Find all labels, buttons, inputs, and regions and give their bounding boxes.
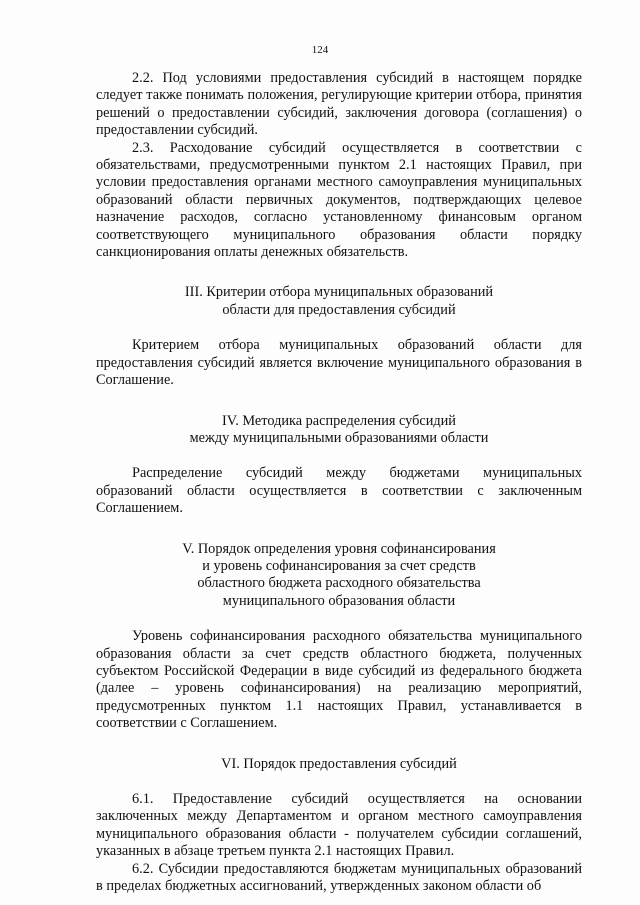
section-3-text: Критерием отбора муниципальных образований области для предоставления субсидий является включение муниципального образования в Соглашение. xyxy=(96,337,582,389)
paragraph-6-1: 6.1. Предоставление субсидий осуществляется на основании заключенных между Департаментом и органом местного самоуправления муниципального образования области - получателем субсидии соглашений, указанных в абзаце третьем пункта 2.1 настоящих Правил. xyxy=(96,791,582,860)
section-4-text: Распределение субсидий между бюджетами муниципальных образований области осуществляется в соответствии с заключенным Соглашением. xyxy=(96,465,582,517)
page-number: 124 xyxy=(311,44,329,56)
section-5-text: Уровень софинансирования расходного обязательства муниципального образования области за счет средств областного бюджета, полученных субъектом Российской Федерации в виде субсидий из федерального бюджета (далее – уровень софинансирования) на реализацию мероприятий, предусмотренных пунктом 1.1 настоящих Правил, устанавливается в соответствии с Соглашением. xyxy=(96,628,582,732)
paragraph-2-2: 2.2. Под условиями предоставления субсидий в настоящем порядке следует также понимать положения, регулирующие критерии отбора, принятия решений о предоставлении субсидий, заключения договора (соглашения) о предоставлении субсидий. xyxy=(96,70,582,139)
paragraph-6-2: 6.2. Субсидии предоставляются бюджетам муниципальных образований в пределах бюджетных ассигнований, утвержденных законом области об xyxy=(96,860,582,895)
section-5-title-line: V. Порядок определения уровня софинансирования xyxy=(182,540,496,557)
section-5-title xyxy=(96,541,582,611)
section-4-title-line: IV. Методика распределения субсидий xyxy=(222,412,456,429)
section-4-title-line: между муниципальными образованиями области xyxy=(189,429,489,446)
section-3-title xyxy=(96,284,582,319)
section-5-title-line: муниципального образования области xyxy=(222,592,456,609)
paragraph-2-3: 2.3. Расходование субсидий осуществляется в соответствии с обязательствами, предусмотренными пунктом 2.1 настоящих Правил, при условии предоставления органами местного самоуправления муниципальных образований области первичных документов, подтверждающих целевое назначение расходов, согласно установленному финансовым органом соответствующего муниципального образования области порядку санкционирования оплаты денежных обязательств. xyxy=(96,139,582,261)
section-3-title-line: области для предоставления субсидий xyxy=(222,301,456,318)
section-6-title xyxy=(96,756,582,773)
section-3-title-line: III. Критерии отбора муниципальных образований xyxy=(184,284,494,301)
section-6-title-line: VI. Порядок предоставления субсидий xyxy=(221,755,457,772)
document-body xyxy=(96,70,582,895)
section-5-title-line: и уровень софинансирования за счет средств xyxy=(202,557,476,574)
section-5-title-line: областного бюджета расходного обязательства xyxy=(197,575,481,592)
section-4-title xyxy=(96,413,582,448)
